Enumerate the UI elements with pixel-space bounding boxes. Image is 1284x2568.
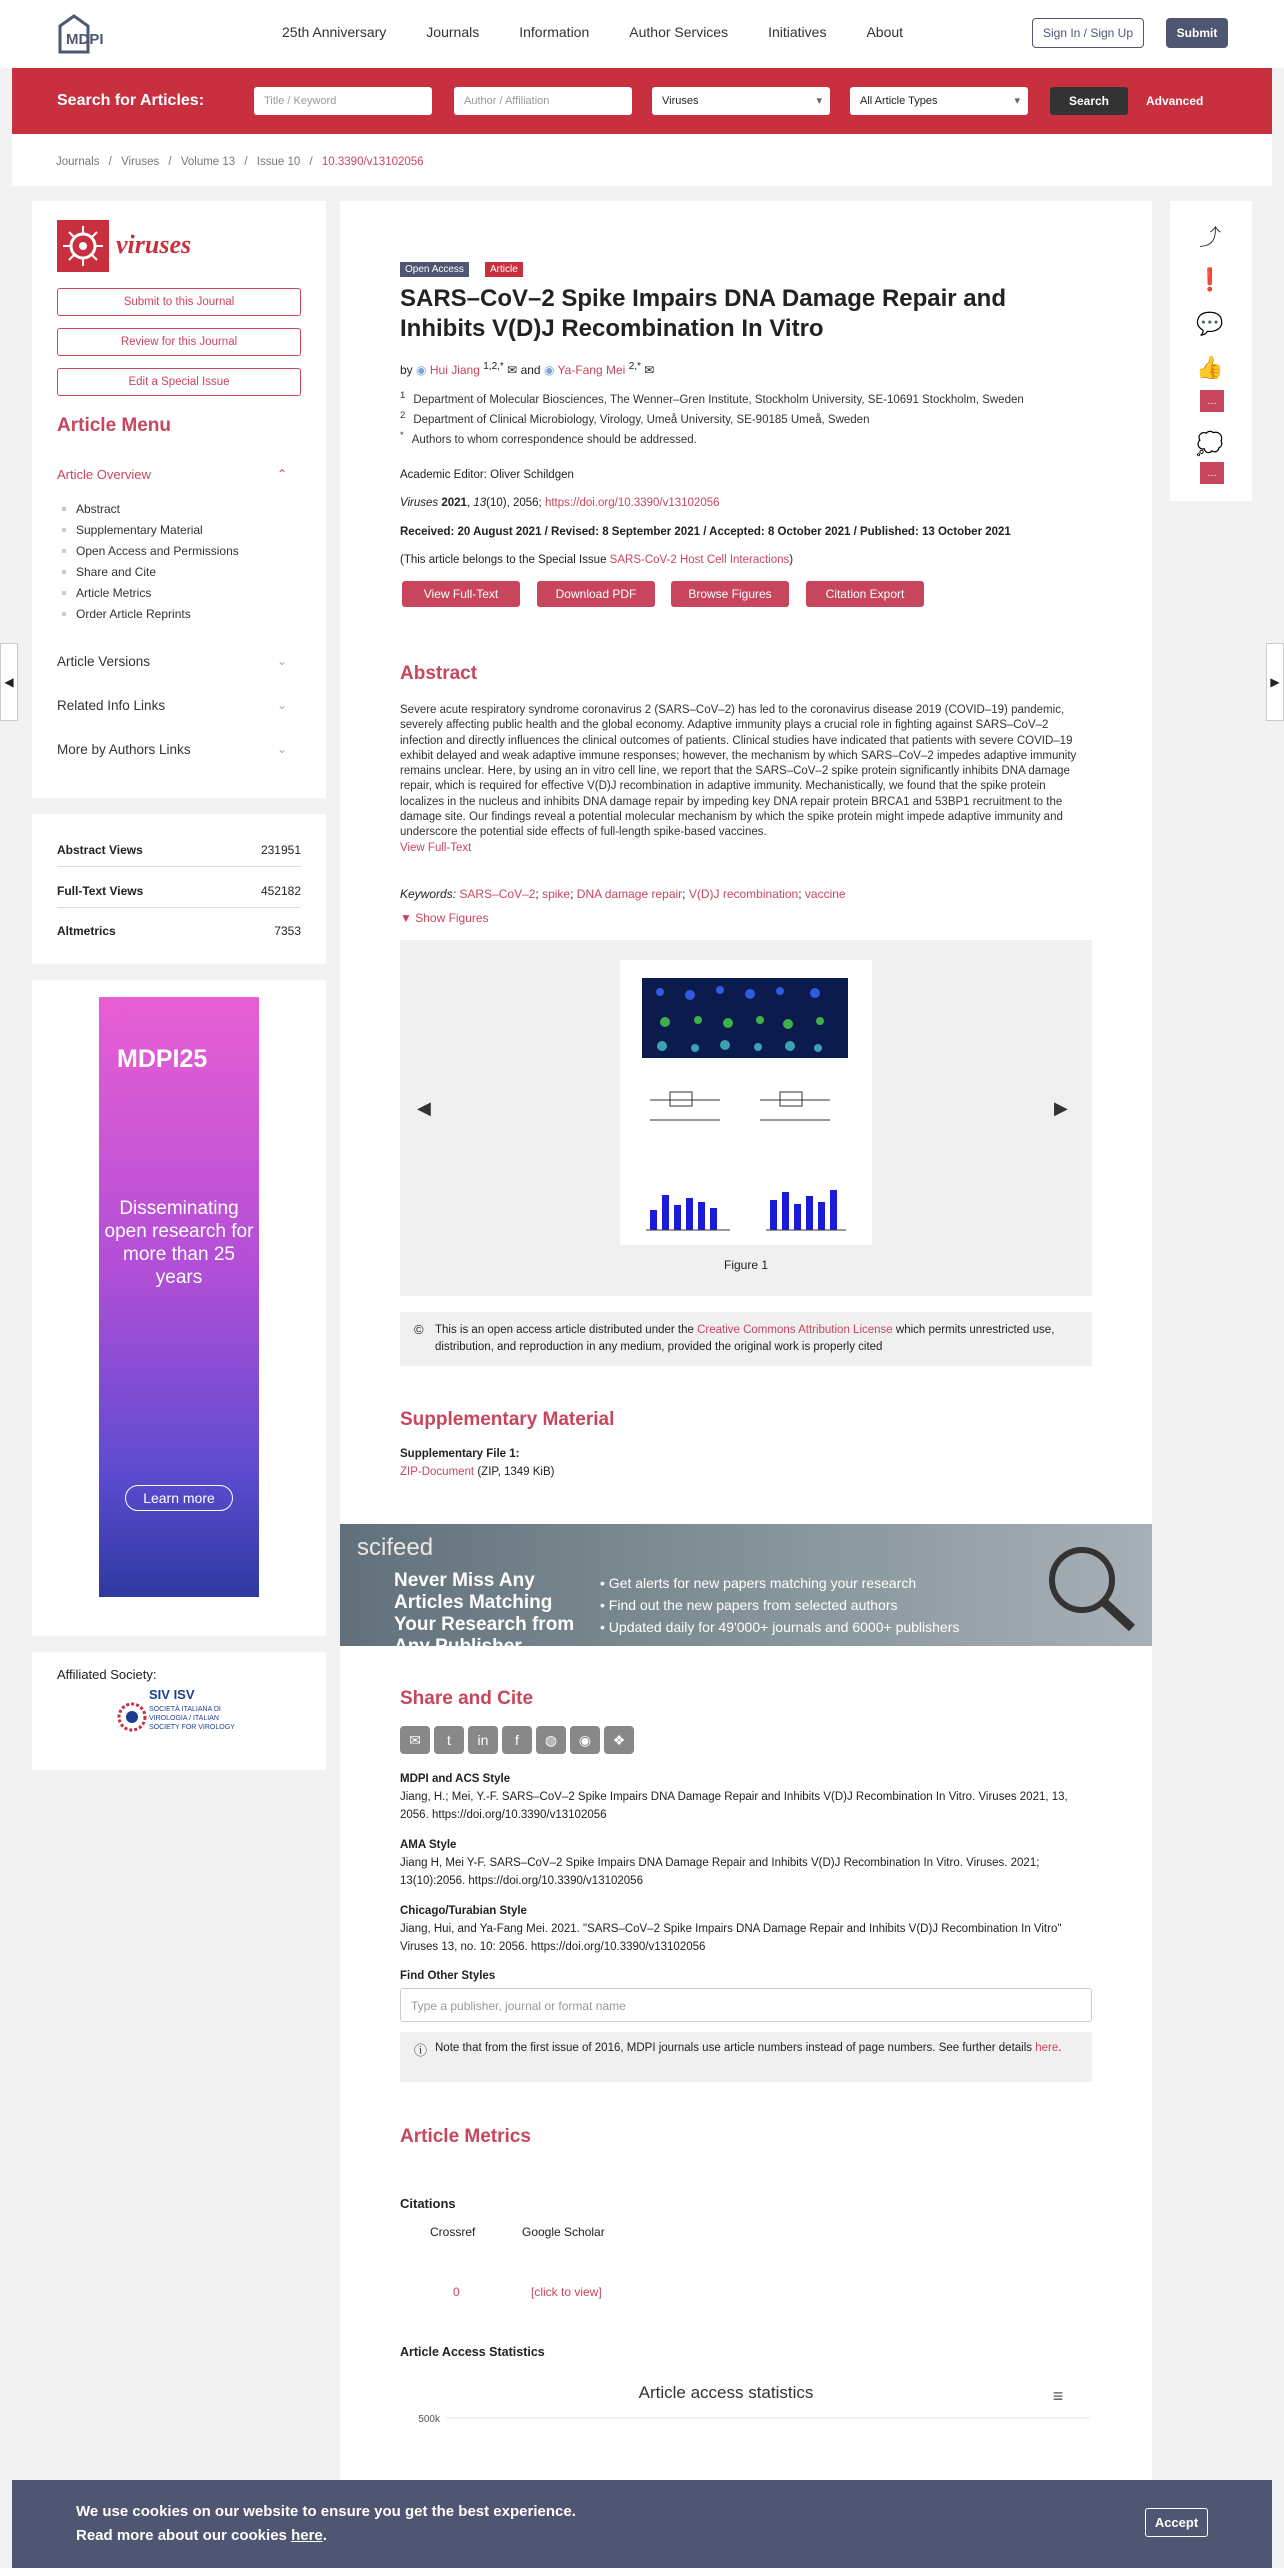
style-name: MDPI and ACS Style: [400, 1773, 511, 1785]
share-buttons: [400, 1726, 634, 1754]
nav-25th[interactable]: 25th Anniversary: [282, 24, 387, 40]
scifeed-list: [600, 1572, 959, 1638]
mdpi-logo[interactable]: [56, 12, 122, 56]
crumb-issue[interactable]: Issue 10: [256, 156, 301, 168]
menu-metrics[interactable]: Article Metrics: [62, 586, 239, 607]
citations-heading: Citations: [400, 2196, 456, 2211]
abstract-heading: Abstract: [400, 663, 478, 684]
accept-cookies-button[interactable]: Accept: [1145, 2508, 1208, 2537]
mail-icon[interactable]: ✉: [507, 363, 518, 377]
doi-link[interactable]: https://doi.org/10.3390/v13102056: [544, 497, 720, 509]
share-cite-heading: Share and Cite: [400, 1688, 534, 1709]
view-fulltext-link[interactable]: View Full-Text: [400, 841, 472, 854]
mdpi-acs-style: [400, 1770, 1090, 1824]
report-icon[interactable]: ❗: [1196, 267, 1224, 292]
cite-rest: (10), 2056;: [486, 497, 542, 509]
article-overview-toggle[interactable]: [57, 467, 287, 482]
style-text: Jiang, H.; Mei, Y.-F. SARS–CoV–2 Spike Impairs DNA Damage Repair and Inhibits V(D)J Recombination In Vitro. Viruses 2021, 13, 2056. https://doi.org/10.3390/v13102056: [400, 1791, 1068, 1821]
abstract-views-row: [57, 843, 301, 857]
nav-author-services[interactable]: Author Services: [629, 24, 729, 40]
cc-license-link[interactable]: Creative Commons Attribution License: [697, 1324, 893, 1336]
next-figure-arrow-icon[interactable]: ▶: [1054, 1098, 1068, 1118]
author-hui-jiang[interactable]: Hui Jiang: [429, 363, 480, 377]
author-sup: 2,*: [628, 361, 641, 372]
comment-count-icon[interactable]: …: [1200, 462, 1224, 484]
crumb-volume[interactable]: Volume 13: [180, 156, 236, 168]
nav-initiatives[interactable]: Initiatives: [768, 24, 827, 40]
top-nav: [282, 24, 943, 40]
aff-num: 1: [400, 390, 406, 401]
figure-1-image[interactable]: [620, 960, 872, 1245]
versions-label: Article Versions: [57, 654, 151, 669]
overview-label: Article Overview: [57, 467, 151, 482]
correspondence-note: [400, 430, 697, 446]
scifeed-logo: scifeed: [357, 1534, 434, 1561]
crumb-sep: /: [108, 156, 112, 168]
google-scholar-link[interactable]: [click to view]: [531, 2285, 602, 2299]
style-text: Jiang, Hui, and Ya-Fang Mei. 2021. "SARS–CoV–2 Spike Impairs DNA Damage Repair and Inhibits V(D)J Recombination In Vitro" Viruses 13, no. 10: 2056. https://doi.org/10.3390/v13102056: [400, 1923, 1062, 1953]
virus-icon: [57, 220, 109, 272]
review-journal-button[interactable]: Review for this Journal: [57, 328, 301, 356]
style-search-input[interactable]: Type a publisher, journal or format name: [400, 1988, 1092, 2022]
citation-line: Viruses 2021, 13(10), 2056; https://doi.org/10.3390/v13102056: [400, 497, 720, 509]
search-bar: [12, 68, 1272, 134]
si-pre: (This article belongs to the Special Issue: [400, 554, 607, 566]
metric-value: 7353: [274, 924, 301, 938]
cookie-line-2: Read more about our cookies here.: [76, 2527, 327, 2544]
thumbs-up-icon[interactable]: 👍: [1196, 355, 1224, 380]
mail-icon[interactable]: ✉: [644, 363, 655, 377]
menu-abstract[interactable]: Abstract: [62, 502, 239, 523]
metric-label: Altmetrics: [57, 924, 116, 938]
supplementary-heading: Supplementary Material: [400, 1409, 615, 1430]
crumb-journals[interactable]: Journals: [56, 156, 100, 168]
license-text: [435, 1322, 1085, 1356]
discussion-icon[interactable]: 💭: [1196, 431, 1224, 456]
menu-supplementary[interactable]: Supplementary Material: [62, 523, 239, 544]
crumb-sep: /: [244, 156, 248, 168]
cookie-banner: [12, 2480, 1272, 2568]
twitter-icon[interactable]: t: [434, 1726, 464, 1754]
find-styles-label: Find Other Styles: [400, 1970, 496, 1982]
lic-post: which permits unrestricted use, distribution, and reproduction in any medium, provided the original work is properly cited: [435, 1324, 1055, 1353]
style-name: Chicago/Turabian Style: [400, 1905, 527, 1917]
si-post: ): [789, 554, 794, 566]
search-label: Search for Articles:: [57, 92, 205, 109]
wechat-icon[interactable]: ◍: [536, 1726, 566, 1754]
keyword-link[interactable]: DNA damage repair: [576, 887, 683, 901]
related-links-toggle[interactable]: [57, 698, 287, 713]
cite-volume: 13: [473, 497, 487, 509]
dates-line: Received: 20 August 2021 / Revised: 8 September 2021 / Accepted: 8 October 2021 / Published: 13 October 2021: [400, 526, 1011, 538]
browse-figures-button[interactable]: Browse Figures: [671, 581, 789, 607]
email-icon[interactable]: ✉: [400, 1726, 430, 1754]
abstract-body: Severe acute respiratory syndrome coronavirus 2 (SARS–CoV–2) has led to the coronavirus disease 2019 (COVID–19) pandemic, severely affecting public health and the global economy. Adaptive immunity plays a crucial role in fighting against SARS–CoV–2 infection and directly influences the clinical outcomes of patients. Clinical studies have indicated that patients with severe COVID–19 exhibit delayed and weak adaptive immune responses; however, the mechanism by which SARS–CoV–2 impedes adaptive immunity remains unclear. Here, by using an in vitro cell line, we report that the SARS–CoV–2 spike protein significantly inhibits DNA damage repair, which is required for effective V(D)J recombination in adaptive immunity. Mechanistically, we found that the spike protein localizes in the nucleus and inhibits DNA damage repair by impeding key DNA repair protein BRCA1 and 53BP1 recruitment to the damage site. Our findings reveal a potential molecular mechanism by which the spike protein might impede adaptive immunity and underscore the potential side effects of full-length spike-based vaccines.: [400, 704, 1077, 839]
author-line: [400, 361, 654, 377]
submit-journal-button[interactable]: Submit to this Journal: [57, 288, 301, 316]
google-scholar-label: Google Scholar: [522, 2225, 605, 2239]
and-label: and: [520, 363, 541, 377]
overview-list: [62, 502, 239, 628]
author-sup: 1,2,*: [483, 361, 504, 372]
note-pre: Note that from the first issue of 2016, MDPI journals use article numbers instead of page numbers. See further details: [435, 2042, 1033, 2054]
crumb-doi[interactable]: 10.3390/v13102056: [321, 156, 424, 168]
magnifier-icon: [1034, 1536, 1144, 1636]
keyword-link[interactable]: SARS–CoV–2: [459, 887, 536, 901]
crossref-count[interactable]: 0: [453, 2285, 460, 2299]
learn-more-button[interactable]: Learn more: [125, 1485, 233, 1511]
chart-title: Article access statistics: [638, 2383, 814, 2402]
figure-caption: Figure 1: [724, 1258, 769, 1272]
article-versions-toggle[interactable]: [57, 654, 287, 669]
access-stats-heading: Article Access Statistics: [400, 2345, 545, 2359]
scifeed-item: • Get alerts for new papers matching your research: [600, 1575, 917, 1591]
supp-info: (ZIP, 1349 KiB): [477, 1466, 555, 1478]
cookie-line-1: We use cookies on our website to ensure you get the best experience.: [76, 2503, 576, 2520]
left-drawer-arrow-icon[interactable]: ◀: [0, 643, 18, 721]
orcid-icon: ◉: [416, 363, 427, 377]
title-keyword-input[interactable]: Title / Keyword: [254, 87, 432, 115]
aff-text: Authors to whom correspondence should be addressed.: [411, 433, 697, 446]
breadcrumb: [56, 156, 430, 168]
metric-value: 231951: [260, 843, 301, 857]
cookie-here-link[interactable]: here: [291, 2527, 323, 2544]
keyword-link[interactable]: V(D)J recombination: [688, 887, 799, 901]
journal-select[interactable]: Viruses ▾: [652, 87, 830, 115]
menu-open-access[interactable]: Open Access and Permissions: [62, 544, 239, 565]
cite-year: 2021: [441, 497, 467, 509]
crossref-label: Crossref: [430, 2225, 476, 2239]
aff-num: 2: [400, 410, 406, 421]
cc-icon: ©: [414, 1322, 424, 1337]
chevron-down-icon: ⌄: [276, 698, 287, 712]
style-text: Jiang H, Mei Y-F. SARS–CoV–2 Spike Impairs DNA Damage Repair and Inhibits V(D)J Recombination In Vitro. Viruses. 2021; 13(10):2056. https://doi.org/10.3390/v13102056: [400, 1857, 1040, 1887]
affiliation-1: [400, 390, 1024, 406]
supp-file-row: [400, 1466, 554, 1478]
article-metrics-heading: Article Metrics: [400, 2126, 531, 2147]
menu-share-cite[interactable]: Share and Cite: [62, 565, 239, 586]
show-figures-toggle[interactable]: ▼ Show Figures: [400, 911, 489, 925]
keyword-link[interactable]: spike: [542, 887, 571, 901]
info-icon: ⓘ: [414, 2043, 428, 2058]
open-access-badge: Open Access: [400, 262, 469, 277]
author-affiliation-input[interactable]: Author / Affiliation: [454, 87, 632, 115]
author-ya-fang-mei[interactable]: Ya-Fang Mei: [557, 363, 626, 377]
fulltext-views-row: [57, 884, 301, 898]
related-label: Related Info Links: [57, 698, 166, 713]
y-tick-label: 500k: [418, 2414, 440, 2425]
download-pdf-button[interactable]: Download PDF: [537, 581, 655, 607]
metric-label: Abstract Views: [57, 843, 143, 857]
facebook-icon[interactable]: f: [502, 1726, 532, 1754]
altmetrics-row[interactable]: [57, 924, 301, 938]
mendeley-icon[interactable]: ❖: [604, 1726, 634, 1754]
chevron-up-icon: ⌃: [276, 467, 287, 481]
siv-name: SIV ISV: [149, 1687, 195, 1702]
special-issue-line: [400, 554, 793, 566]
signin-button[interactable]: Sign In / Sign Up: [1032, 18, 1144, 48]
special-issue-link[interactable]: SARS-CoV-2 Host Cell Interactions: [609, 554, 790, 566]
more-label: More by Authors Links: [57, 742, 191, 757]
nav-journals[interactable]: Journals: [426, 24, 480, 40]
prev-figure-arrow-icon[interactable]: ◀: [417, 1098, 431, 1118]
scifeed-headline: Never Miss Any Articles Matching Your Research from Any Publisher: [394, 1570, 575, 1657]
chart-menu-icon[interactable]: ≡: [1052, 2386, 1064, 2406]
comment-icon[interactable]: 💬: [1196, 311, 1224, 336]
zip-document-link[interactable]: ZIP-Document: [400, 1466, 475, 1478]
crumb-sep: /: [309, 156, 313, 168]
siv-subtitle: SOCIETÀ ITALIANA DI VIROLOGIA / ITALIAN SOCIETY FOR VIROLOGY: [149, 1706, 235, 1731]
affiliation-2: [400, 410, 869, 426]
keyword-link[interactable]: vaccine: [804, 887, 846, 901]
chevron-down-icon: ⌄: [276, 654, 287, 668]
search-button[interactable]: Search: [1050, 87, 1128, 115]
view-fulltext-button[interactable]: View Full-Text: [402, 581, 520, 607]
abstract-text: [400, 703, 1092, 856]
reddit-icon[interactable]: ◉: [570, 1726, 600, 1754]
chevron-down-icon: ⌄: [276, 742, 287, 756]
chicago-style: [400, 1902, 1090, 1956]
cookie-read-more: Read more about our cookies: [76, 2527, 287, 2544]
metric-value: 452182: [260, 884, 301, 898]
ama-style: [400, 1836, 1090, 1890]
orcid-icon: ◉: [543, 363, 555, 377]
cite-journal: Viruses: [400, 497, 439, 509]
supp-file-label: Supplementary File 1:: [400, 1448, 520, 1460]
nav-about[interactable]: About: [866, 24, 904, 40]
keywords: Keywords: SARS–CoV–2; spike; DNA damage repair; V(D)J recombination; vaccine: [400, 887, 846, 901]
more-by-authors-toggle[interactable]: [57, 742, 287, 757]
note-here-link[interactable]: here: [1035, 2042, 1059, 2054]
mdpi25-ad-banner[interactable]: [99, 997, 259, 1597]
linkedin-icon[interactable]: in: [468, 1726, 498, 1754]
article-menu-heading: Article Menu: [57, 415, 172, 436]
affiliated-society-label: Affiliated Society:: [57, 1667, 157, 1682]
siv-emblem-icon: [117, 1689, 147, 1744]
citation-export-button[interactable]: Citation Export: [806, 581, 924, 607]
by-label: by: [400, 363, 413, 377]
scifeed-item: • Updated daily for 49'000+ journals and 6000+ publishers: [600, 1619, 960, 1635]
mdpi25-logo: MDPI25: [117, 1045, 208, 1073]
note-text: Note that from the first issue of 2016, MDPI journals use article numbers instead of page numbers. See further details here.: [435, 2042, 1062, 2054]
siv-logo[interactable]: [117, 1687, 242, 1747]
submit-button[interactable]: Submit: [1166, 18, 1228, 48]
scifeed-item: • Find out the new papers from selected authors: [600, 1597, 898, 1613]
divider: [57, 866, 301, 867]
crumb-sep: /: [168, 156, 172, 168]
editor-label: Academic Editor:: [400, 469, 487, 481]
article-title: SARS–CoV–2 Spike Impairs DNA Damage Repair and Inhibits V(D)J Recombination In Vitro: [400, 285, 1006, 342]
lic-pre: This is an open access article distributed under the: [435, 1324, 694, 1336]
ad-text: Disseminating open research for more than 25 years: [104, 1198, 254, 1288]
academic-editor: [400, 469, 574, 481]
advanced-search-link[interactable]: Advanced: [1146, 94, 1204, 108]
editor-name: Oliver Schildgen: [490, 469, 574, 481]
nav-information[interactable]: Information: [519, 24, 590, 40]
journal-name[interactable]: viruses: [116, 230, 192, 259]
aff-text: Department of Clinical Microbiology, Virology, Umeå University, SE-90185 Umeå, Sweden: [413, 413, 870, 426]
right-drawer-arrow-icon[interactable]: ▶: [1266, 643, 1284, 721]
keywords-label: Keywords:: [400, 887, 457, 901]
crumb-viruses[interactable]: Viruses: [121, 156, 160, 168]
metric-label: Full-Text Views: [57, 884, 144, 898]
aff-num: *: [400, 430, 404, 441]
share-icon[interactable]: ⤴: [1198, 224, 1221, 250]
svg-text:MDPI: MDPI: [66, 31, 104, 48]
endorse-count-icon[interactable]: …: [1200, 390, 1224, 412]
aff-text: Department of Molecular Biosciences, The Wenner–Gren Institute, Stockholm University, SE-10691 Stockholm, Sweden: [413, 393, 1024, 406]
divider: [57, 907, 301, 908]
menu-reprints[interactable]: Order Article Reprints: [62, 607, 239, 628]
edit-special-issue-button[interactable]: Edit a Special Issue: [57, 368, 301, 396]
article-badge: Article: [485, 262, 523, 277]
article-type-select[interactable]: All Article Types ▾: [850, 87, 1028, 115]
style-name: AMA Style: [400, 1839, 457, 1851]
